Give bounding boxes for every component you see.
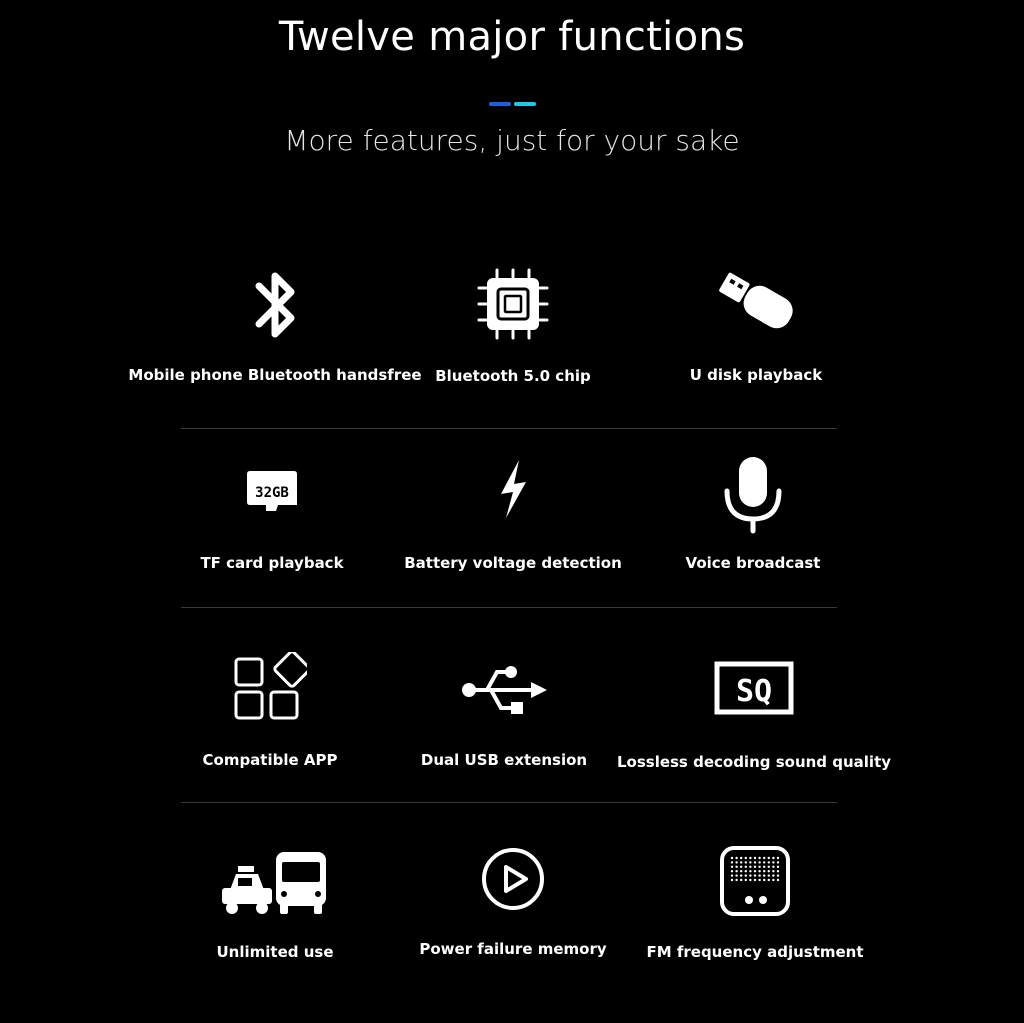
feature-u-disk-playback bbox=[606, 262, 906, 392]
feature-lossless-decoding bbox=[604, 660, 904, 770]
page-subtitle: More features, just for your sake bbox=[284, 124, 740, 157]
sq-badge-icon bbox=[714, 660, 794, 716]
feature-label: Lossless decoding sound quality bbox=[616, 753, 892, 771]
radio-icon bbox=[719, 845, 791, 919]
feature-label: FM frequency adjustment bbox=[646, 943, 864, 961]
usb-symbol-icon bbox=[459, 660, 549, 720]
sd-card-icon bbox=[244, 468, 300, 518]
feature-label: Voice broadcast bbox=[685, 554, 821, 572]
svg-text:SQ: SQ bbox=[735, 674, 773, 709]
microphone-icon bbox=[721, 455, 785, 535]
row-divider bbox=[181, 428, 837, 429]
feature-label: Mobile phone Bluetooth handsfree bbox=[128, 366, 422, 384]
usb-drive-icon bbox=[711, 262, 801, 338]
accent-segment-blue bbox=[489, 102, 511, 106]
feature-label: Unlimited use bbox=[216, 943, 334, 961]
chip-icon bbox=[475, 266, 551, 342]
title-accent-bar bbox=[489, 91, 539, 95]
row-divider bbox=[181, 607, 837, 608]
accent-segment-cyan bbox=[514, 102, 536, 106]
play-circle-icon bbox=[480, 846, 546, 912]
feature-label: Power failure memory bbox=[419, 940, 607, 958]
feature-label: TF card playback bbox=[200, 554, 344, 572]
lightning-icon bbox=[493, 458, 533, 520]
feature-fm-frequency bbox=[605, 845, 905, 965]
feature-label: Battery voltage detection bbox=[404, 554, 622, 572]
feature-label: U disk playback bbox=[689, 366, 823, 384]
feature-voice-broadcast bbox=[603, 455, 903, 575]
page-title: Twelve major functions bbox=[278, 14, 746, 60]
row-divider bbox=[181, 802, 837, 803]
vehicles-icon bbox=[220, 846, 330, 918]
bluetooth-icon bbox=[245, 262, 305, 348]
apps-grid-icon bbox=[233, 652, 307, 722]
feature-label: Dual USB extension bbox=[420, 751, 588, 769]
svg-text:32GB: 32GB bbox=[255, 485, 289, 501]
feature-label: Bluetooth 5.0 chip bbox=[435, 367, 591, 385]
feature-label: Compatible APP bbox=[202, 751, 338, 769]
